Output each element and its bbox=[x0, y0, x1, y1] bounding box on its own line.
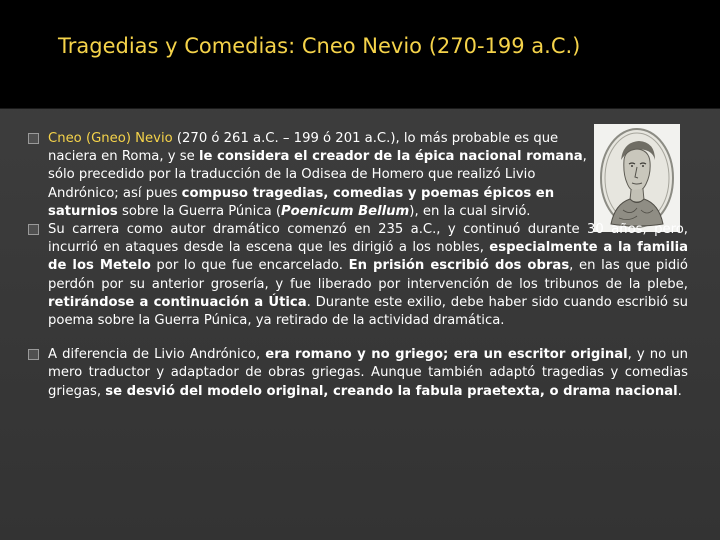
italic-work-title: Poenicum Bellum bbox=[281, 203, 410, 219]
text-span: Su carrera como autor dramático comenzó en 235 a.C., y continuó durante 30 años, pero, incurrió en ataques desde la escena que les dirigió a los nobles, bbox=[48, 222, 688, 256]
slide-content bbox=[28, 130, 688, 401]
paragraph-nevio-intro bbox=[28, 130, 603, 221]
title-band bbox=[0, 0, 720, 109]
text-span: sobre la Guerra Púnica ( bbox=[117, 203, 281, 219]
text-span: , en las que pidió perdón por su anterior grosería, y fue liberado por intervención de los tribunos de la plebe, bbox=[48, 258, 688, 292]
text-span: . bbox=[677, 383, 682, 399]
bullet-icon bbox=[28, 349, 39, 360]
paragraph-career bbox=[28, 221, 688, 330]
text-span: , y no un mero traductor y adaptador de obras griegas. Aunque también adaptó tragedias y comedias griegas, bbox=[48, 347, 689, 399]
text-span: por lo que fue encarcelado. bbox=[150, 258, 349, 274]
text-span: . Durante este exilio, debe haber sido cuando escribió su poema sobre la Guerra Púnica, ya retirado de la actividad dramática. bbox=[48, 294, 688, 329]
bold-span: compuso tragedias, comedias y poemas épicos en saturnios bbox=[48, 185, 555, 219]
bullet-icon bbox=[28, 224, 39, 235]
bold-span: se desvió del modelo original, creando la fabula praetexta, o drama nacional bbox=[105, 383, 678, 399]
bold-span: En prisión escribió dos obras bbox=[348, 258, 570, 274]
paragraph-originality bbox=[28, 346, 688, 401]
text-span: A diferencia de Livio Andrónico, bbox=[48, 347, 266, 363]
bold-span: le considera el creador de la épica nacional romana bbox=[198, 149, 583, 165]
bold-span: retirándose a continuación a Útica bbox=[48, 294, 307, 310]
bold-span: especialmente a la familia de los Metelo bbox=[48, 240, 689, 274]
bold-span: era romano y no griego; era un escritor original bbox=[265, 347, 628, 363]
bullet-icon bbox=[28, 133, 39, 144]
text-span: ), en la cual sirvió. bbox=[409, 203, 531, 219]
text-span: , sólo precedido por la traducción de la Odisea de Homero que realizó Livio Andrónico; así pues bbox=[48, 149, 587, 201]
text-span: (270 ó 261 a.C. – 199 ó 201 a.C.), lo más probable es que naciera en Roma, y se bbox=[48, 131, 559, 165]
slide-title: Tragedias y Comedias: Cneo Nevio (270-199 a.C.) bbox=[58, 34, 581, 58]
nevio-name: Cneo (Gneo) Nevio bbox=[48, 131, 173, 146]
